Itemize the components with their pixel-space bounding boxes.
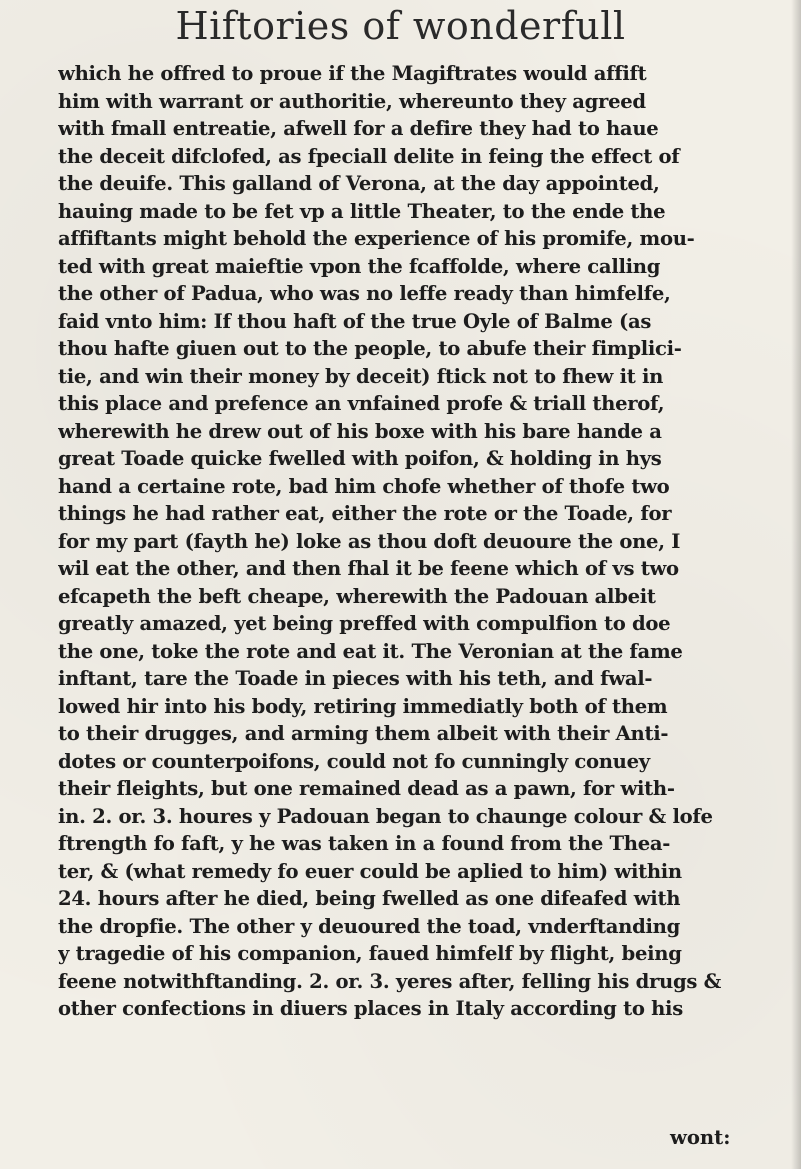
text-line: ted with great maieftie vpon the fcaffolde, where calling (58, 254, 661, 278)
catchword: wont: (670, 1126, 731, 1149)
text-line: efcapeth the beft cheape, wherewith the Padouan albeit (58, 584, 656, 608)
text-line: inftant, tare the Toade in pieces with his teth, and fwal- (58, 667, 653, 690)
text-line: the dropfie. The other y deuoured the toad, vnderftanding (58, 914, 680, 938)
text-line: greatly amazed, yet being preffed with compulfion to doe (58, 612, 671, 635)
text-line: their fleights, but one remained dead as a pawn, for with- (58, 777, 675, 800)
text-line: wherewith he drew out of his boxe with his bare hande a (58, 419, 662, 443)
text-line: the other of Padua, who was no leffe ready than himfelfe, (58, 282, 671, 305)
text-line: feene notwithftanding. 2. or. 3. yeres after, felling his drugs & (58, 969, 722, 993)
text-line: faid vnto him: If thou haft of the true Oyle of Balme (as (58, 309, 652, 333)
text-line: in. 2. or. 3. houres y Padouan began to chaunge colour & lofe (58, 804, 713, 828)
text-line: with fmall entreatie, afwell for a defire they had to haue (58, 117, 659, 140)
body-text (58, 60, 758, 1023)
text-line: to their drugges, and arming them albeit with their Anti- (58, 722, 669, 745)
text-line: ter, & (what remedy fo euer could be aplied to him) within (58, 859, 682, 883)
text-line: tie, and win their money by deceit) ftick not to fhew it in (58, 364, 664, 388)
running-head: Hiftories of wonderfull (175, 4, 626, 48)
text-line: wil eat the other, and then fhal it be feene which of vs two (58, 557, 679, 580)
text-line: ftrength fo faft, y he was taken in a found from the Thea- (58, 832, 671, 855)
text-line: other confections in diuers places in Italy according to his (58, 997, 683, 1020)
text-line: for my part (fayth he) loke as thou doft deuoure the one, I (58, 529, 681, 553)
text-line: the deuife. This galland of Verona, at the day appointed, (58, 172, 660, 195)
text-line: hand a certaine rote, bad him chofe whether of thofe two (58, 474, 670, 498)
text-line: thou hafte giuen out to the people, to abufe their fimplici- (58, 337, 682, 360)
text-line: the deceit difclofed, as fpeciall delite in feing the effect of (58, 144, 680, 168)
text-line: affiftants might behold the experience of his promife, mou- (58, 227, 695, 250)
text-line: which he offred to proue if the Magiftrates would affift (58, 62, 647, 85)
text-line: the one, toke the rote and eat it. The Veronian at the fame (58, 639, 683, 663)
text-line: great Toade quicke fwelled with poifon, & holding in hys (58, 447, 662, 470)
text-line: him with warrant or authoritie, whereunto they agreed (58, 89, 646, 113)
text-line: lowed hir into his body, retiring immediatly both of them (58, 694, 668, 718)
text-line: hauing made to be fet vp a little Theater, to the ende the (58, 199, 666, 223)
page-edge-shadow (791, 0, 801, 1169)
text-line: y tragedie of his companion, faued himfelf by flight, being (58, 942, 682, 965)
text-line: 24. hours after he died, being fwelled as one difeafed with (58, 887, 681, 910)
text-line: dotes or counterpoifons, could not fo cunningly conuey (58, 749, 650, 773)
text-line: this place and prefence an vnfained profe & triall therof, (58, 392, 665, 415)
text-line: things he had rather eat, either the rote or the Toade, for (58, 502, 672, 525)
